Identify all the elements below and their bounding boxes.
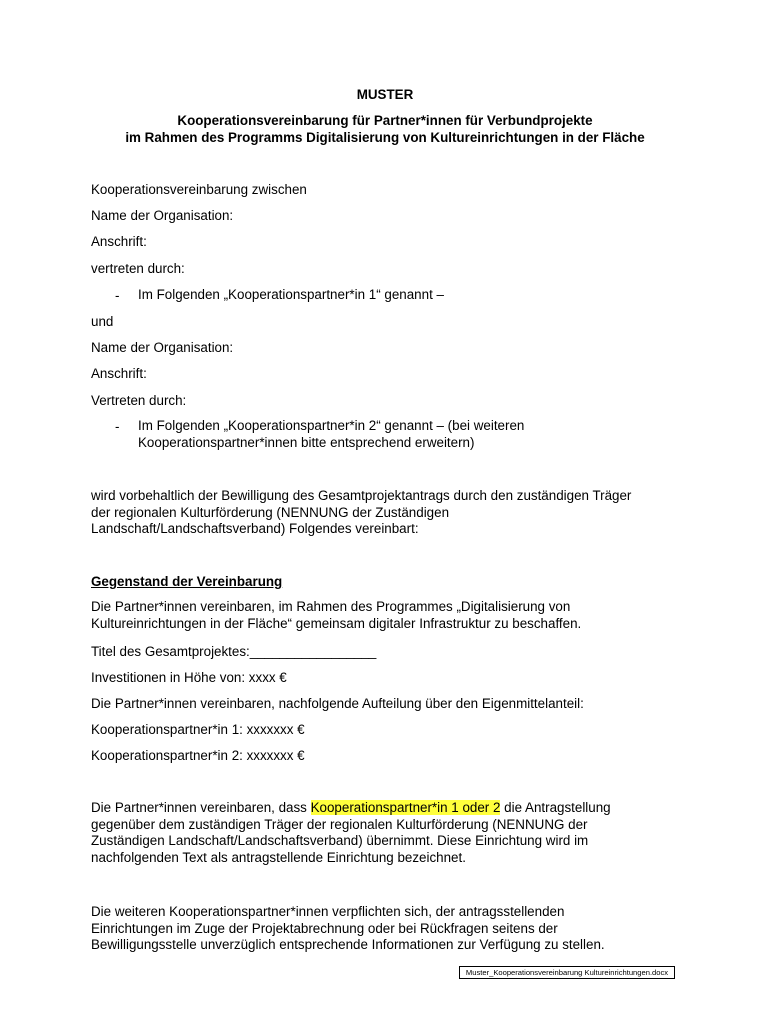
approval-line-2: der regionalen Kulturförderung (NENNUNG der Zuständigen: [91, 504, 450, 520]
and-separator: und: [91, 314, 114, 329]
subject-intro: [91, 599, 691, 632]
applicant-line-2: gegenüber dem zuständigen Träger der regionalen Kulturförderung (NENNUNG der: [91, 816, 588, 832]
party2-note: [138, 418, 698, 451]
subject-intro-line-1: Die Partner*innen vereinbaren, im Rahmen des Programmes „Digitalisierung von: [91, 599, 571, 614]
list-dash: -: [115, 288, 120, 303]
highlighted-partner-choice: Kooperationspartner*in 1 oder 2: [310, 800, 501, 815]
obligations-line-2: Einrichtungen im Zuge der Projektabrechnung oder bei Rückfragen seitens der: [91, 920, 558, 936]
party1-address-field: Anschrift:: [91, 234, 147, 249]
approval-paragraph: [91, 488, 691, 538]
document-title-line-1: Kooperationsvereinbarung für Partner*innen für Verbundprojekte: [177, 113, 593, 128]
party2-note-line-2: Kooperationspartner*innen bitte entsprechend erweitern): [138, 434, 475, 450]
investment-amount: Investitionen in Höhe von: xxxx €: [91, 670, 287, 685]
party2-representative-field: Vertreten durch:: [91, 393, 187, 408]
applicant-paragraph: [91, 800, 691, 866]
document-title-line-2: im Rahmen des Programms Digitalisierung von Kultureinrichtungen in der Fläche: [125, 130, 645, 145]
obligations-paragraph: [91, 904, 691, 954]
partner2-share: Kooperationspartner*in 2: xxxxxxx €: [91, 748, 305, 763]
party1-name-field: Name der Organisation:: [91, 208, 234, 223]
party1-note: Im Folgenden „Kooperationspartner*in 1“ genannt –: [138, 287, 444, 302]
parties-intro: Kooperationsvereinbarung zwischen: [91, 182, 307, 197]
applicant-line-1-pre: Die Partner*innen vereinbaren, dass: [91, 800, 311, 815]
project-title-field: Titel des Gesamtprojektes:_________________: [91, 644, 377, 659]
approval-line-3: Landschaft/Landschaftsverband) Folgendes vereinbart:: [91, 521, 419, 536]
split-intro: Die Partner*innen vereinbaren, nachfolgende Aufteilung über den Eigenmittelanteil:: [91, 696, 584, 711]
applicant-line-1-post: die Antragstellung: [500, 800, 611, 815]
applicant-line-4: nachfolgenden Text als antragstellende Einrichtung bezeichnet.: [91, 849, 466, 865]
party2-address-field: Anschrift:: [91, 366, 147, 381]
applicant-line-1: [91, 800, 691, 817]
list-dash: -: [115, 419, 120, 434]
party2-name-field: Name der Organisation:: [91, 340, 234, 355]
obligations-line-3: Bewilligungsstelle unverzüglich entsprechende Informationen zur Verfügung zu stellen.: [91, 937, 605, 952]
section-heading-subject: Gegenstand der Vereinbarung: [91, 574, 283, 589]
subject-intro-line-2: Kultureinrichtungen in der Fläche“ gemeinsam digitaler Infrastruktur zu beschaffen.: [91, 615, 582, 631]
approval-line-1: wird vorbehaltlich der Bewilligung des Gesamtprojektantrags durch den zuständigen Träger: [91, 488, 632, 503]
partner1-share: Kooperationspartner*in 1: xxxxxxx €: [91, 722, 305, 737]
obligations-line-1: Die weiteren Kooperationspartner*innen verpflichten sich, der antragsstellenden: [91, 904, 565, 919]
document-label: MUSTER: [356, 87, 414, 102]
party1-representative-field: vertreten durch:: [91, 261, 185, 276]
footer-filename: Muster_Kooperationsvereinbarung Kultureinrichtungen.docx: [459, 966, 675, 979]
party2-note-line-1: Im Folgenden „Kooperationspartner*in 2“ genannt – (bei weiteren: [138, 418, 525, 433]
applicant-line-3: Zuständigen Landschaft/Landschaftsverband) übernimmt. Diese Einrichtung wird im: [91, 833, 589, 848]
